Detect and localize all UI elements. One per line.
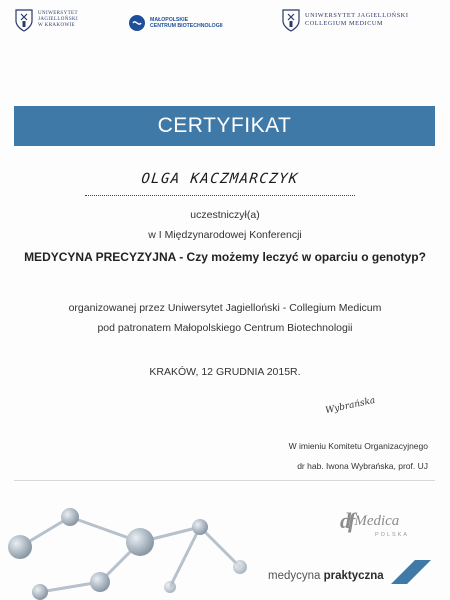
handwritten-signature: Wybrańska	[324, 395, 377, 417]
brand-light-text: medycyna	[268, 570, 324, 582]
uj-logo	[14, 8, 78, 32]
certificate-title: CERTYFIKAT	[157, 114, 292, 137]
uj-logo-line-3: W KRAKOWIE	[38, 23, 76, 28]
participated-text: uczestniczył(a)	[190, 209, 260, 221]
collegium-medicum-logo	[281, 8, 408, 32]
uj-logo-line-2: JAGIELLOŃSKI	[38, 17, 79, 22]
signatory-name: dr hab. Iwona Wybrańska, prof. UJ	[297, 461, 428, 471]
name-dotted-line	[85, 195, 355, 196]
medica-mark: df	[340, 508, 353, 533]
cm-crest-icon	[281, 8, 301, 32]
molecule-decoration-icon	[0, 487, 280, 600]
biotech-circle-icon	[128, 14, 146, 32]
certificate-banner	[14, 106, 435, 146]
mcb-logo-line-1: MAŁOPOLSKIE	[150, 17, 189, 23]
patronage-text: pod patronatem Małopolskiego Centrum Biotechnologii	[97, 322, 353, 334]
mcb-logo	[128, 14, 223, 32]
cm-logo-line-2: COLLEGIUM MEDICUM	[305, 20, 384, 27]
medica-subtitle: POLSKA	[375, 532, 410, 538]
cm-logo-line-1: UNIWERSYTET JAGIELLOŃSKI	[305, 12, 409, 19]
conference-text: w I Międzynarodowej Konferencji	[148, 229, 302, 241]
uj-logo-line-1: UNIWERSYTET	[38, 11, 78, 16]
conference-topic: MEDYCYNA PRECYZYJNA - Czy możemy leczyć w oparciu o genotyp?	[24, 250, 426, 264]
medycyna-praktyczna-brand	[268, 570, 384, 582]
committee-line: W imieniu Komitetu Organizacyjnego	[288, 441, 428, 451]
uj-crest-icon	[14, 8, 34, 32]
bottom-divider	[14, 480, 435, 481]
brand-stripe-icon	[381, 560, 431, 584]
mcb-logo-line-2: CENTRUM BIOTECHNOLOGII	[150, 23, 223, 29]
medica-polska-logo	[340, 508, 399, 534]
brand-bold-text: praktyczna	[323, 570, 384, 582]
recipient-name: OLGA KACZMARCZYK	[140, 171, 300, 187]
place-date: KRAKÓW, 12 GRUDNIA 2015R.	[149, 366, 301, 378]
organizer-text: organizowanej przez Uniwersytet Jagielloński - Collegium Medicum	[68, 302, 382, 314]
medica-word: Medica	[354, 512, 400, 529]
